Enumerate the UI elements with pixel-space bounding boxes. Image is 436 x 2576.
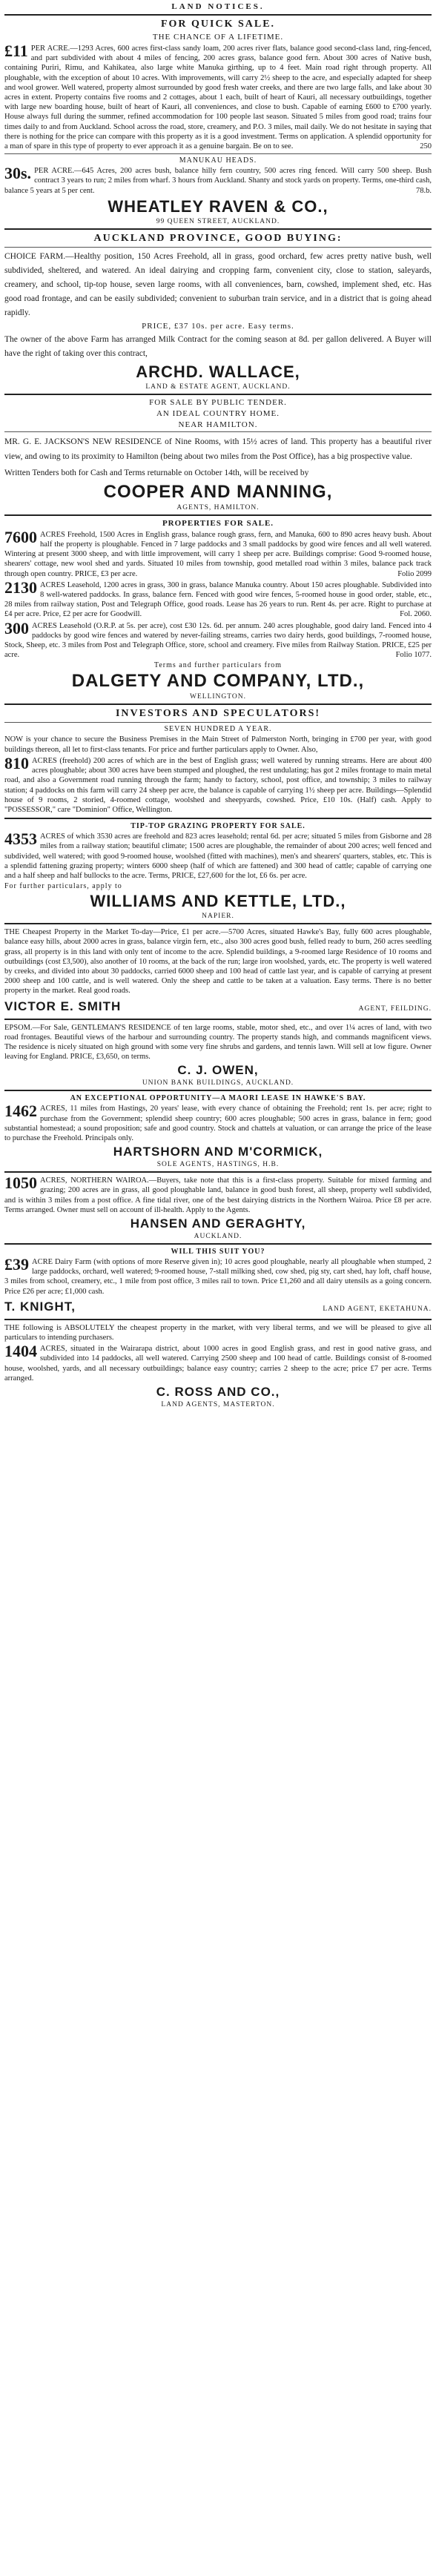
agent-address: 99 QUEEN STREET, AUCKLAND.: [156, 217, 280, 225]
entry-price: £39: [4, 1254, 29, 1274]
ad-heading: AN EXCEPTIONAL OPPORTUNITY—A MAORI LEASE IN HAWKE'S BAY.: [70, 1094, 366, 1103]
ad-will-this-suit: [4, 1248, 432, 1316]
ad-heading: FOR SALE BY PUBLIC TENDER.: [149, 397, 287, 407]
agent-address: AUCKLAND.: [194, 1232, 242, 1240]
entry-text: ACRES, situated in the Wairarapa district, about 1000 acres in good English grass, and rest in good native grass, and subdivided into 14 paddocks, all well watered. Carrying 2500 sheep and 100 head of cattle. Buildings consist of 8-roomed house, woolshed, yards, and all necessary outbuildings; balance easy country; carries 2 sheep to the acre; price £7 per acre. Terms arranged.: [4, 1345, 432, 1383]
entry-text: ACRES Leasehold (O.R.P. at 5s. per acre), cost £30 12s. 6d. per annum. 240 acres ploughable, good dairy land. Fenced into 4 paddocks by good wire fences and watered by never-failing streams, carries two dairy herds, good buildings, 7-roomed house, Stock, Sheep, etc. 3 miles from Post and Telegraph Office, store, school and creamery. Five miles from Railway Station. PRICE, £25 per acre.: [4, 621, 432, 660]
agent-address: SOLE AGENTS, HASTINGS, H.B.: [156, 1161, 280, 1169]
agent-name: C. ROSS AND CO.,: [156, 1385, 280, 1400]
divider: [4, 1090, 432, 1091]
ad-text: THE Cheapest Property in the Market To-day—Price, £1 per acre.—5700 Acres, situated Hawke's Bay, fully 600 acres ploughable, balance easy hills, about 2000 acres in grass, balance virgin fern, etc., also 300 acres good bush, felled ready to burn, 260 acres seedling grass, all property is in this land with only tent of income to the acre. Splendid buildings, a 9-roomed large Residence of 10 rooms and outbuildings (cost £3,500), also another of 10 rooms, at the back of the run; large iron woolshed, yards, etc. The property is well watered by creeks, and divided into about 30 paddocks, carried 6000 sheep and 100 head of cattle last year, and is capable of carrying at present 2000 sheep and 100 cattle, and is well watered. Only the sheep and cattle to be taken at a valuation. Easy terms. There is no better property in the market. Real good roads.: [4, 928, 432, 996]
divider: [4, 1243, 432, 1245]
divider: [4, 1319, 432, 1320]
agent-address: LAND AGENTS, MASTERTON.: [161, 1401, 275, 1409]
divider: [4, 394, 432, 395]
ad-subheading: AN IDEAL COUNTRY HOME.: [156, 408, 280, 418]
ad-ref: 250: [420, 142, 432, 151]
entry-text: ACRES, 11 miles from Hastings, 20 years' lease, with every chance of obtaining the Freehold; rent 1s. per acre; right to purchase from the Government; splendid sheep country; 600 acres ploughable; 500 acres in grass, balance in fern; good substantial homestead; a sound proposition; safe and good country. Stock and chattels at valuation, or can arrange the price of the lease to purchase the Freehold. Principals only.: [4, 1105, 432, 1142]
property-entry: [4, 1254, 432, 1297]
ad-text: THE following is ABSOLUTELY the cheapest property in the market, with very liberal terms, and we will be pleased to give all particulars to intending purchasers.: [4, 1323, 432, 1342]
ad-text: The owner of the above Farm has arranged Milk Contract for the coming season at 8d. per gallon delivered. A Buyer will have the right of taking over this contract,: [4, 334, 432, 358]
agent-line: [4, 998, 432, 1016]
property-entry: [4, 618, 432, 660]
ad-body: [4, 166, 432, 196]
property-entry: [4, 527, 432, 579]
ad-text: MR. G. E. JACKSON'S NEW RESIDENCE of Nine Rooms, with 15½ acres of land. This property has a beautiful river view, and owing to its proximity to Hamilton (being about two miles from the Post Office), has a big prospective value.: [4, 437, 432, 461]
ad-heading: AUCKLAND PROVINCE, GOOD BUYING:: [93, 232, 343, 244]
ad-text: NOW is your chance to secure the Business Premises in the Main Street of Palmerston North, bringing in £700 per year, with good buildings thereon, all let to first-class tenants. For price and further particulars apply to Owner. Also,: [4, 735, 432, 754]
ad-properties-for-sale: [4, 519, 432, 701]
ad-subheading: THE CHANCE OF A LIFETIME.: [152, 33, 284, 42]
agent-address: WELLINGTON.: [190, 693, 246, 701]
ad-manukau-heads: [4, 156, 432, 225]
agent-name: VICTOR E. SMITH: [4, 999, 122, 1013]
ad-price: 30s.: [4, 164, 32, 183]
ad-subheading: SEVEN HUNDRED A YEAR.: [164, 725, 272, 734]
divider: [4, 153, 432, 154]
agent-address: UNION BANK BUILDINGS, AUCKLAND.: [142, 1079, 294, 1087]
ad-price: PRICE, £37 10s. per acre. Easy terms.: [142, 321, 294, 331]
divider: [4, 923, 432, 924]
entry-acres: 1462: [4, 1102, 37, 1121]
ad-heading: PROPERTIES FOR SALE.: [162, 518, 274, 528]
agent-name: COOPER AND MANNING,: [103, 481, 333, 502]
agent-address: LAND AGENT, EKETAHUNA.: [323, 1305, 432, 1313]
agent-name: HARTSHORN AND M'CORMICK,: [113, 1145, 323, 1159]
agent-name: WILLIAMS AND KETTLE, LTD.,: [90, 892, 346, 911]
ad-text: Written Tenders both for Cash and Terms returnable on October 14th, will be received by: [4, 468, 309, 477]
ad-heading: INVESTORS AND SPECULATORS!: [115, 708, 321, 720]
ad-heading: WILL THIS SUIT YOU?: [171, 1247, 265, 1256]
entry-text: ACRES (freehold) 200 acres of which are in the best of English grass; well watered by running streams. Here are about 400 acres ploughable; about 300 acres have been stumped and ploughed, the rest undulating; has got 2 miles frontage to main metal road, and also a Government road running through the farm; handy to factory, school, post office, and township; 3 miles to railway station; 4 paddocks on this farm will carry 24 sheep per acre, the balance is capable of carrying 1½ sheep per acre. Buildings—Splendid house of 9 rooms, 2 storied, 4-roomed cottage, woolshed and sheepyards, cowshed. Price, £10 10s. (Half) cash. Apply to "POSSESSOR," care "Dominion" Office, Wellington.: [4, 756, 432, 814]
divider: [4, 228, 432, 230]
divider: [4, 14, 432, 16]
divider: [4, 722, 432, 723]
entry-acres: 7600: [4, 527, 37, 546]
property-entry: [4, 753, 432, 815]
divider: [4, 1171, 432, 1173]
ad-heading: FOR QUICK SALE.: [160, 19, 276, 30]
agent-name: ARCHD. WALLACE,: [136, 362, 300, 381]
property-entry: [4, 1104, 432, 1143]
ad-cheapest-property: [4, 927, 432, 1015]
entry-acres: 1404: [4, 1342, 37, 1361]
agent-name: C. J. OWEN,: [177, 1063, 259, 1078]
ad-quick-sale: [4, 19, 432, 151]
agent-name: DALGETY AND COMPANY, LTD.,: [71, 671, 365, 692]
ad-public-tender: [4, 398, 432, 511]
ad-footer: Terms and further particulars from: [153, 661, 283, 670]
entry-acres: 2130: [4, 577, 37, 597]
entry-acres: 1050: [4, 1173, 37, 1193]
ad-text: PER ACRE.—1293 Acres, 600 acres first-class sandy loam, 200 acres river flats, balance good second-class land, ring-fenced, and part subdivided with about 4 miles of fencing, 200 acres grass, balance good fern. About 300 acres of Native bush, containing Puriri, Rimu, and Kahikatea, also large white Manuka girthing, up to 4 feet. Main road right through property. All ploughable, with the exception of about 10 acres. With improvements, will carry 2½ sheep to the acre, and especially adapted for sheep and wool grower. Well watered, property almost surrounded by good fresh water creeks, and there are two large falls, and lake about 30 acres in extent. Property contains five rooms and 2 cottages, about 1 each, built of heart of Kauri, all necessary outbuildings, together with large new boarding house, built of heart of Kauri, all conveniences, and close to bush. Capable of earning £600 to £700 yearly. House always full during the summer, refined accommodation for 100 people last season. Situated 5 miles from good road; trains four times daily to and from Auckland. School across the road, store, creamery, and P.O. 3 miles, mail daily. We do not hesitate in saying that there is nothing for the price can compare with this property as it is a good investment. Terms on application. A splendid opportunity for a man of spare in this type of property to ever approach it as a genuine bargain. Be on to see.: [4, 44, 432, 151]
ad-heading: TIP-TOP GRAZING PROPERTY FOR SALE.: [131, 822, 305, 831]
ad-auckland-province: [4, 233, 432, 391]
ad-absolutely-cheapest: [4, 1323, 432, 1408]
divider: [4, 431, 432, 432]
agent-address: AGENTS, HAMILTON.: [176, 503, 260, 511]
entry-text: ACRES, NORTHERN WAIROA.—Buyers, take note that this is a first-class property. Suitable for mixed farming and grazing; 200 acres are in grass, all good ploughable land, balance in good bush forest, all sheep, property well subdivided, and is within 3 miles from a post office. A fine tidal river, one of the best dairying districts in the Northern Wairoa. Price £8 per acre. Terms arranged. Owner must sell on account of ill-health. Apply to the Agents.: [4, 1176, 432, 1214]
agent-line: [4, 1298, 432, 1316]
entry-text: ACRES Freehold, 1500 Acres in English grass, balance rough grass, fern, and Manuka, 600 to 890 acres heavy bush. About half the property is ploughable. Fenced in 7 large paddocks and 3 small paddocks by good wire fences and all well watered. Wintering at present 3000 sheep, and with little improvement, will carry 1 sheep per acre. Buildings comprise: Good 9-roomed house, shearers' cottage, new wool shed and yards. Situated 10 miles from township, good metalled road within 3 miles, balance pack track through open country. PRICE, £3 per acre.: [4, 530, 432, 578]
entry-acres: 4353: [4, 830, 37, 849]
ad-heading: MANUKAU HEADS.: [179, 156, 257, 165]
ad-text: PER ACRE.—645 Acres, 200 acres bush, balance hilly fern country, 500 acres ring fenced. Will carry 500 sheep. Bush contract 3 years to run; 2 miles from wharf. 3 hours from Auckland. Shanty and stock yards on property. Terms, one-third cash, balance 5 years at 5 per cent.: [4, 167, 432, 195]
ad-ref: 78.b.: [416, 186, 432, 195]
ad-maori-lease: [4, 1094, 432, 1168]
entry-text: ACRES Leasehold, 1200 acres in grass, 300 in grass, balance Manuka country. About 150 acres ploughable. Subdivided into 8 well-watered paddocks. In grass, balance fern. Fenced with good wire fences, 5-roomed house in good order, stable, etc., 28 miles from railway station, Post and Telegraph Office, good roads. Lease has 26 years to run. Rent 4s. per acre. Right to purchase at £4 per acre. Price, £2 per acre for Goodwill.: [4, 580, 432, 619]
ad-body: [4, 44, 432, 151]
ad-text: CHOICE FARM.—Healthy position, 150 Acres Freehold, all in grass, good orchard, few acres pretty native bush, well subdivided, sheltered, and watered. An ideal dairying and cropping farm, convenient city, close to station, saleyards, creamery, and school, tip-top house, seven large rooms, with all conveniences, barn, cowshed, implement shed, etc. Has good road frontage, and can be easily subdivided; convenient to suburban train service, and in a district that is going ahead rapidly.: [4, 251, 432, 317]
property-entry: [4, 832, 432, 881]
ad-epsom: [4, 1023, 432, 1087]
agent-name: WHEATLEY RAVEN & CO.,: [108, 196, 328, 216]
divider: [4, 514, 432, 516]
entry-acres: 810: [4, 753, 29, 772]
agent-address: LAND & ESTATE AGENT, AUCKLAND.: [145, 383, 291, 391]
property-entry: [4, 1173, 432, 1215]
agent-address: AGENT, FEILDING.: [358, 1004, 432, 1013]
ad-subheading: NEAR HAMILTON.: [178, 420, 258, 429]
agent-name: HANSEN AND GERAGHTY,: [130, 1216, 306, 1231]
masthead: LAND NOTICES.: [171, 2, 265, 11]
ad-tiptop-grazing: [4, 822, 432, 920]
entry-text: ACRE Dairy Farm (with options of more Reserve given in); 10 acres good ploughable, nearly all ploughable when stumped, 2 large paddocks, orchard, well watered; 9-roomed house, 7-stall milking shed, cow shed, pig sty, cart shed, hay loft, chaff house, 3 miles from school, creamery, etc., 1 mile from post office, 3 miles rail to town. Price £1,260 and all dairy utensils as a going concern. Price £26 per acre; £1,000 cash.: [4, 1257, 432, 1296]
ad-text: EPSOM.—For Sale, GENTLEMAN'S RESIDENCE of ten large rooms, stable, motor shed, etc., and over 1¼ acres of land, with two road frontages. Beautiful views of the harbour and surrounding country. The property stands high, and commands magnificent views. The residence is nicely situated on high ground with some very fine shrubs and gardens, and tennis lawn. Will sell at low figure. Owner leaving for England. PRICE, £3,650, on terms.: [4, 1023, 432, 1062]
ad-footer: For further particulars, apply to: [4, 882, 122, 891]
property-entry: [4, 577, 432, 620]
ad-price: £11: [4, 42, 28, 60]
divider: [4, 703, 432, 705]
property-entry: [4, 1344, 432, 1383]
entry-ref: Fol. 2060.: [400, 610, 432, 619]
agent-name: T. KNIGHT,: [4, 1299, 76, 1314]
entry-ref: Folio 2099: [397, 569, 432, 578]
entry-text: ACRES of which 3530 acres are freehold and 823 acres leasehold; rental 6d. per acre; situated 5 miles from Gisborne and 28 miles from a railway station; beautiful climate; 1500 acres are ploughable, the remainder of about 200 acres; well fenced and subdivided, well watered; with good 9-roomed house, woolshed (fitted with machines), men's and shearers' quarters, stables, etc. This is a splendid fattening grazing property; winters 6000 sheep (half of which are fattened) and 300 head of cattle; capable of carrying one and a half sheep and half bullocks to the acre. Terms, PRICE, £27,600 for the lot, £6 6s. per acre.: [4, 832, 432, 880]
divider: [4, 247, 432, 248]
divider: [4, 1019, 432, 1020]
entry-acres: 300: [4, 618, 29, 638]
agent-address: NAPIER.: [202, 913, 234, 921]
divider: [4, 818, 432, 819]
entry-ref: Folio 1077.: [395, 651, 432, 660]
ad-investors: [4, 708, 432, 815]
ad-northern-wairoa: [4, 1173, 432, 1240]
